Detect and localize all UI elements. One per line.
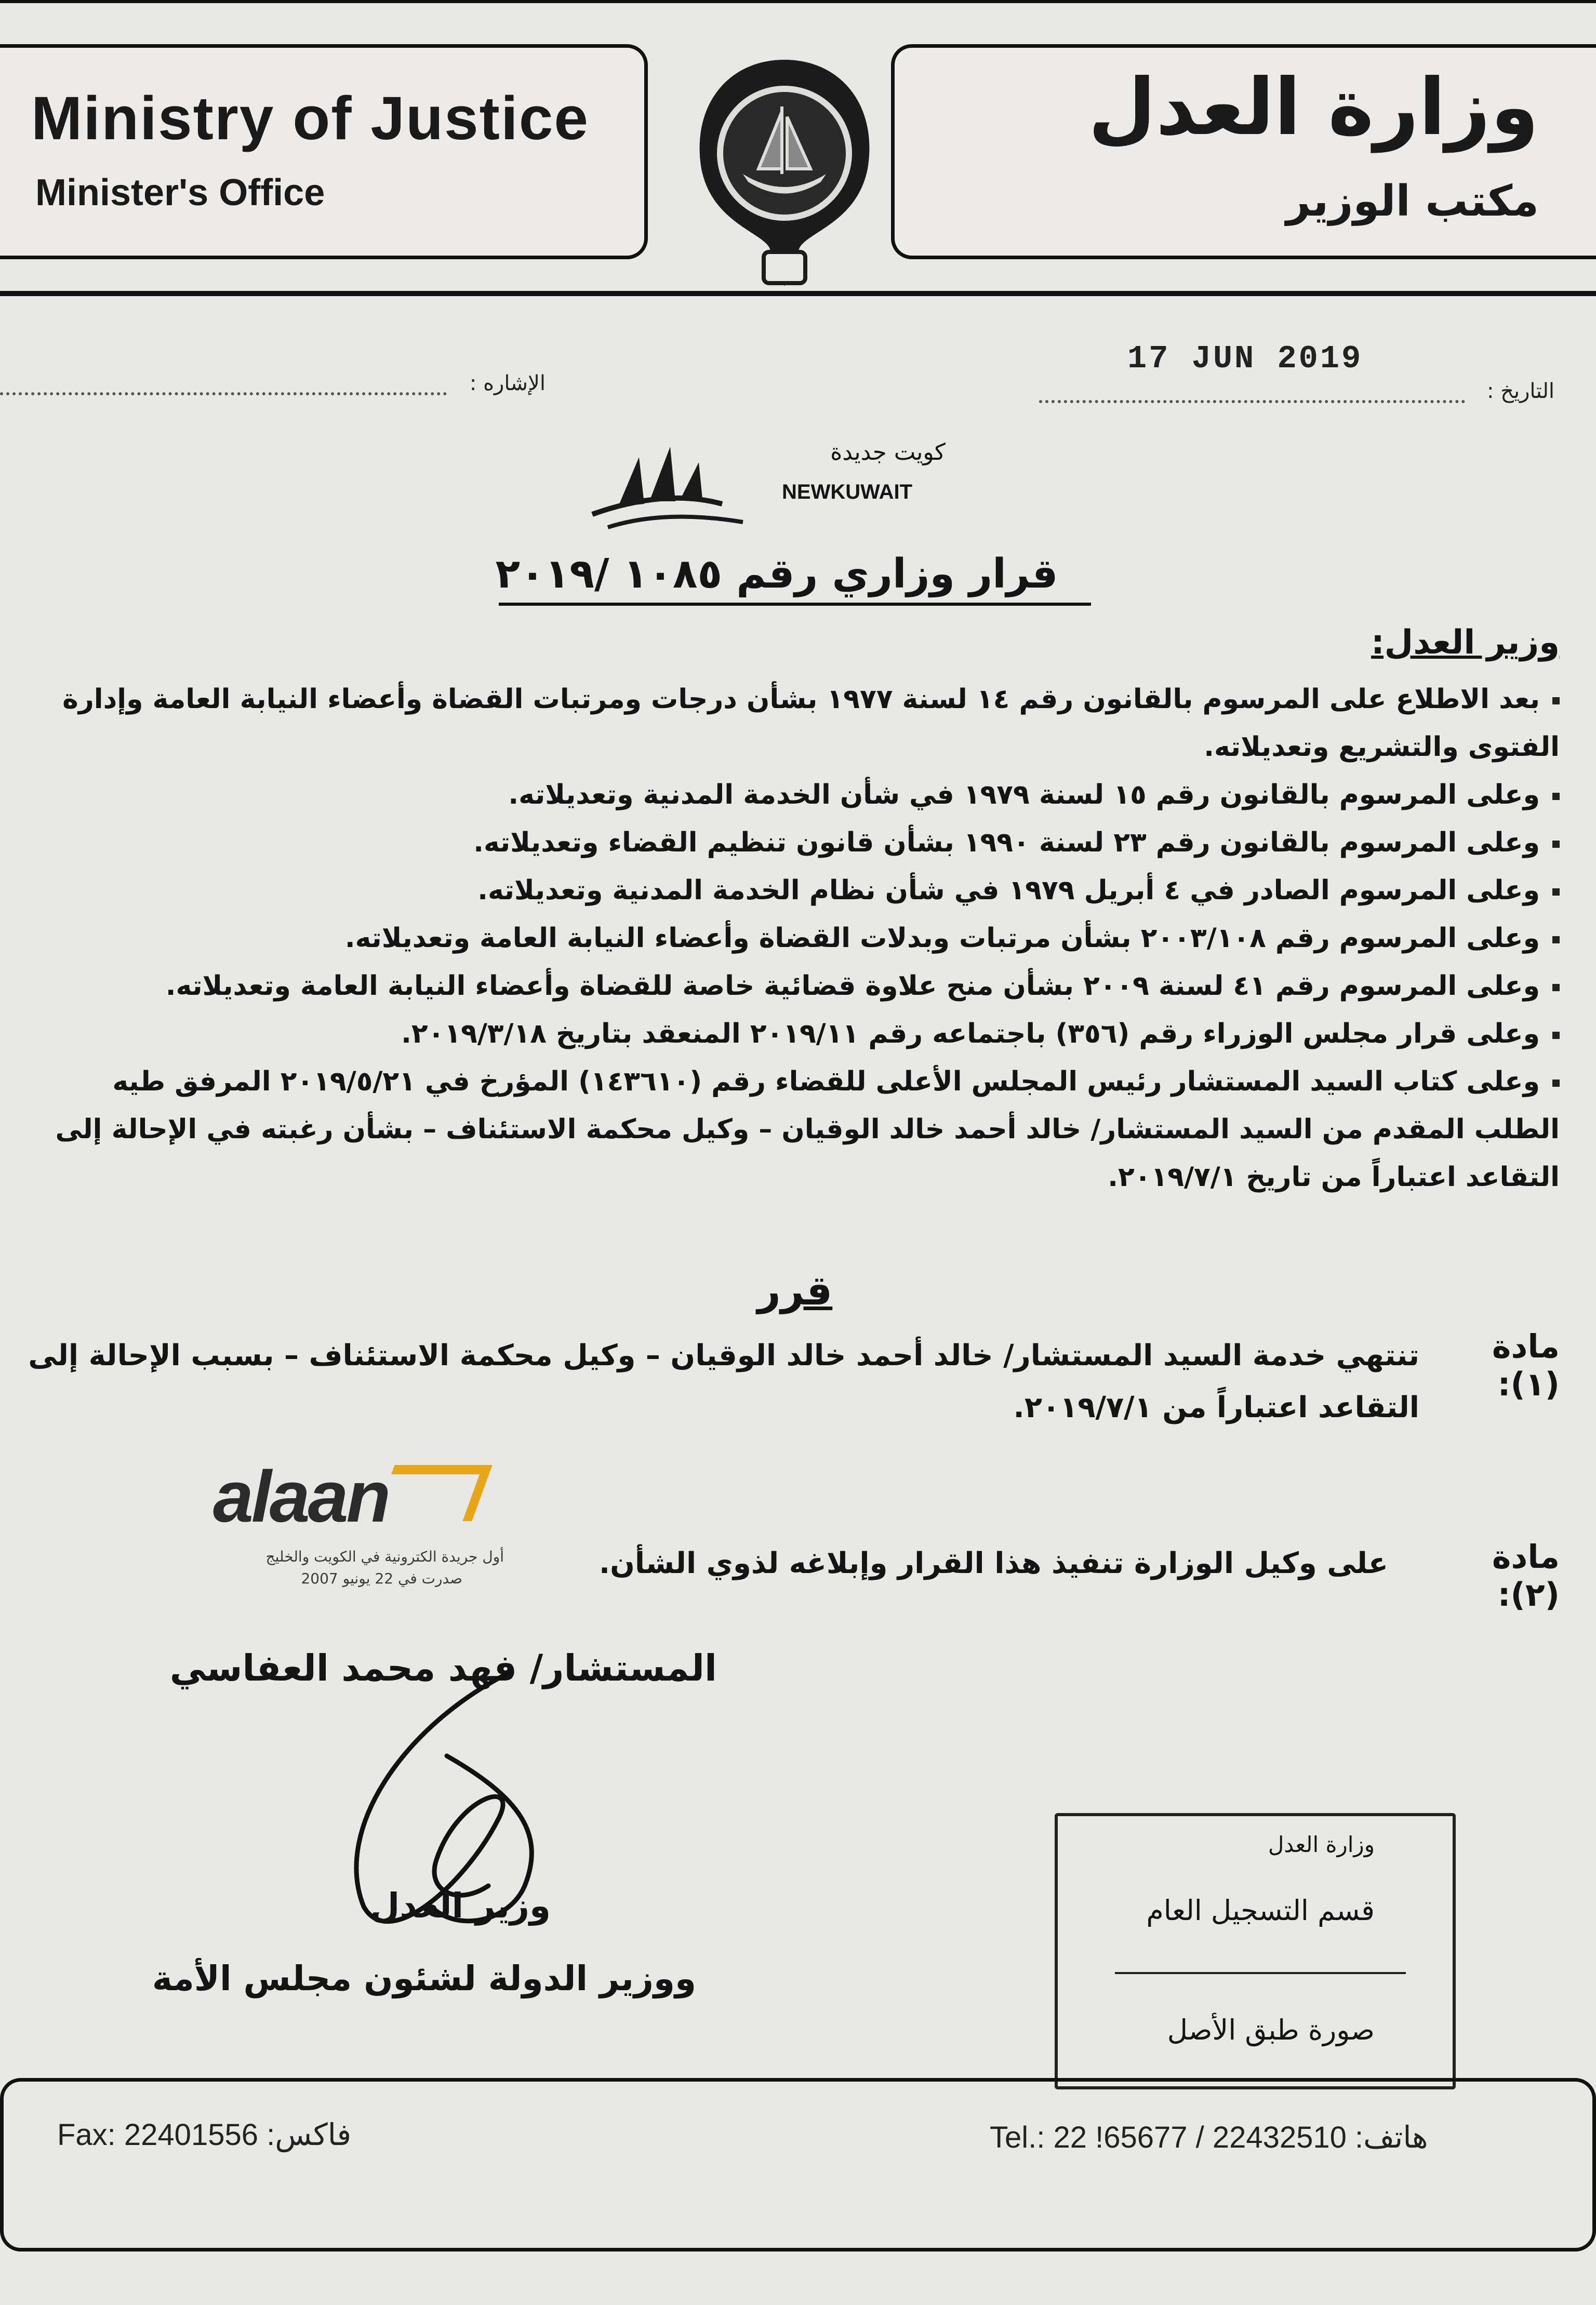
bullet-icon: [1552, 936, 1560, 943]
article-1-text: تنتهي خدمة السيد المستشار/ خالد أحمد خالد الوقيان – وكيل محكمة الاستئناف – بسبب الإحالة إلى التقاعد اعتباراً من ٢٠١٩/٧/١.: [28, 1339, 1419, 1424]
footer-fax: Fax: 22401556 :فاكس: [57, 2118, 352, 2152]
alaan-watermark-tagline: أول جريدة الكترونية في الكويت والخليج: [265, 1548, 504, 1565]
consideration-item: وعلى المرسوم بالقانون رقم ٢٣ لسنة ١٩٩٠ بشأن قانون تنظيم القضاء وتعديلاته.: [43, 819, 1560, 867]
bullet-icon: [1552, 984, 1560, 991]
bullet-icon: [1552, 1032, 1560, 1039]
consideration-item: وعلى المرسوم رقم ٢٠٠٣/١٠٨ بشأن مرتبات وبدلات القضاة وأعضاء النيابة العامة وتعديلاته.: [43, 914, 1560, 962]
bullet-icon: [1552, 841, 1560, 848]
decides-heading: قرر: [757, 1268, 833, 1314]
article-2-label: مادة (٢):: [1492, 1538, 1560, 1614]
article-2-text: على وكيل الوزارة تنفيذ هذا القرار وإبلاغه لذوي الشأن.: [598, 1547, 1388, 1580]
date-dotted-line: [1039, 400, 1465, 403]
ministry-name-ar: وزارة العدل: [1088, 62, 1539, 153]
footer-frame: [0, 2078, 1596, 2251]
new-kuwait-english: NEWKUWAIT: [782, 481, 913, 503]
alaan-watermark-logo: alaan: [213, 1456, 389, 1537]
bullet-icon: [1552, 1080, 1560, 1087]
bullet-icon: [1552, 697, 1560, 704]
watermark-accent-icon: [374, 1465, 492, 1521]
new-kuwait-logo-icon: [587, 436, 784, 530]
consideration-item: بعد الاطلاع على المرسوم بالقانون رقم ١٤ لسنة ١٩٧٧ بشأن درجات ومرتبات القضاة وأعضاء النيابة العامة وإدارة الفتوى والتشريع وتعديلاته.: [62, 684, 1560, 763]
consideration-item: وعلى قرار مجلس الوزراء رقم (٣٥٦) باجتماعه رقم ٢٠١٩/١١ المنعقد بتاريخ ٢٠١٩/٣/١٨.: [43, 1010, 1560, 1058]
considerations-list: [43, 675, 1560, 1201]
bullet-icon: [1552, 793, 1560, 800]
article-1-label: مادة (١):: [1492, 1327, 1560, 1403]
alaan-watermark-date: صدرت في 22 يونيو 2007: [301, 1570, 462, 1587]
office-name-en: Minister's Office: [35, 172, 325, 214]
consideration-item: وعلى المرسوم الصادر في ٤ أبريل ١٩٧٩ في شأن نظام الخدمة المدنية وتعديلاته.: [43, 867, 1560, 914]
decision-title: قرار وزاري رقم ١٠٨٥ /٢٠١٩: [495, 551, 1058, 597]
kuwait-emblem-icon: [681, 49, 888, 294]
decision-title-underline: [499, 603, 1091, 606]
top-edge-rule: [0, 0, 1596, 3]
minister-title: وزير العدل: [370, 1886, 551, 1926]
date-label: التاريخ :: [1486, 379, 1554, 403]
stamp-ministry: وزارة العدل: [1268, 1832, 1375, 1857]
minister-heading: وزير العدل:: [1371, 623, 1560, 662]
consideration-item: وعلى المرسوم بالقانون رقم ١٥ لسنة ١٩٧٩ في شأن الخدمة المدنية وتعديلاته.: [43, 771, 1560, 819]
consideration-item: وعلى كتاب السيد المستشار رئيس المجلس الأعلى للقضاء رقم (١٤٣٦١٠) المؤرخ في ٢٠١٩/٥/٢١ المرفق طيه الطلب المقدم من السيد المستشار/ خالد أحمد خالد الوقيان – وكيل محكمة الاستئناف – بشأن رغبته في الإحالة إلى التقاعد اعتباراً من تاريخ ٢٠١٩/٧/١.: [55, 1066, 1560, 1193]
date-stamp: 17 JUN 2019: [1127, 340, 1363, 377]
stamp-divider: [1115, 1972, 1406, 1974]
new-kuwait-arabic: كويت جديدة: [830, 439, 946, 465]
footer-telephone: Tel.: 22 !65677 / 22432510 :هاتف: [990, 2121, 1428, 2154]
alaan-watermark: [213, 1455, 504, 1595]
reference-dotted-line: [0, 392, 447, 395]
bullet-icon: [1552, 888, 1560, 896]
stamp-department: قسم التسجيل العام: [1146, 1894, 1375, 1927]
registration-stamp: [1055, 1813, 1456, 2089]
ministry-name-en: Ministry of Justice: [31, 84, 590, 153]
signatory-name: المستشار/ فهد محمد العفاسي: [169, 1647, 717, 1689]
reference-label: الإشاره :: [469, 371, 546, 395]
consideration-item: وعلى المرسوم رقم ٤١ لسنة ٢٠٠٩ بشأن منح علاوة قضائية خاصة للقضاة وأعضاء النيابة العامة وتعديلاته.: [43, 962, 1560, 1010]
office-name-ar: مكتب الوزير: [1286, 177, 1539, 226]
minister-second-title: ووزير الدولة لشئون مجلس الأمة: [152, 1958, 696, 1998]
stamp-certified: صورة طبق الأصل: [1167, 2014, 1375, 2046]
